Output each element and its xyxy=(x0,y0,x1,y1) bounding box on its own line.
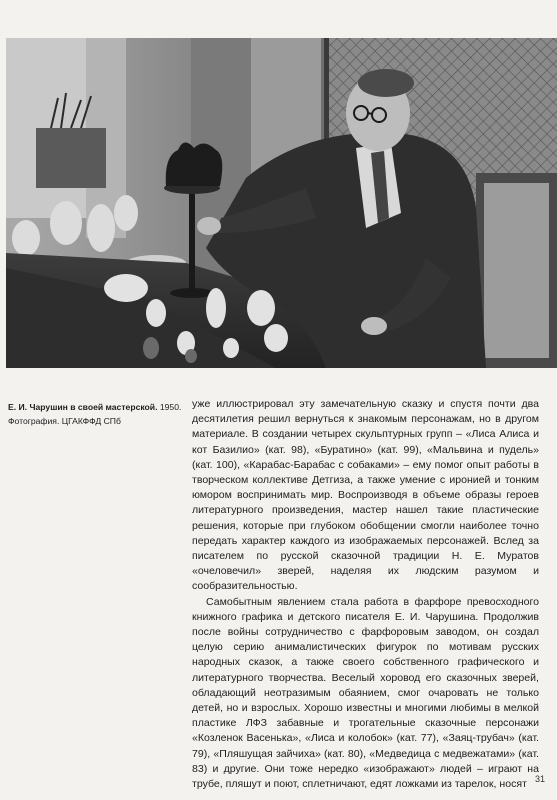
paragraph-2: Самобытным явлением стала работа в фарфоре превосходного книжного графика и детского писателя Е. И. Чарушина. Продолжив после войны сотрудничество с фарфоровым заводом, он создал целую серию анималистических фигурок по мотивам русских народных сказок, а также своего собственного графического и литературного творчества. Веселый хоровод его сказочных зверей, обладающий неотразимым обаянием, смог очаровать не только детей, но и взрослых. Хорошо известны и многими любимы в мелкой пластике ЛФЗ забавные и трогательные сказочные персонажи «Козленок Васенька», «Лиса и колобок» (кат. 77), «Заяц-трубач» (кат. 79), «Пляшущая зайчиха» (кат. 80), «Медведица с медвежатами» (кат. 83) и другие. Они тоже нередко «изображают» людей – играют на трубе, пляшут и поют, сплетничают, едят ложками из тарелок, носят xyxy=(192,595,539,791)
photo-artwork xyxy=(6,38,557,368)
article-body xyxy=(192,397,539,792)
caption-line xyxy=(8,401,188,415)
caption-source: Фотография. ЦГАКФФД СПб xyxy=(8,415,121,426)
caption-year: 1950. xyxy=(159,402,182,412)
studio-photograph xyxy=(6,38,557,368)
photo-caption xyxy=(8,401,188,428)
caption-title: Е. И. Чарушин в своей мастерской. xyxy=(8,402,158,412)
page-number: 31 xyxy=(535,774,546,784)
paragraph-1: уже иллюстрировал эту замечательную сказку и спустя почти два десятилетия решил вернуться к знакомым персонажам, но в другом материале. В создании четырех скульптурных групп – «Лиса Алиса и кот Базилио» (кат. 98), «Буратино» (кат. 99), «Мальвина и пудель» (кат. 100), «Карабас-Барабас с собаками» – ему помог опыт работы в творческом коллективе Детгиза, а также умение с иронией и тонким юмором воспринимать мир. Воспроизводя в объеме образы героев литературного произведения, мастер нашел такие пластические решения, которые при глубоком обобщении смогли наиболее точно передать характер каждого из изображаемых персонажей. Вслед за писателем по русской сказочной традиции Н. Е. Муратов «очеловечил» зверей, наделяя их людским разумом и сообразительностью. xyxy=(192,398,539,593)
